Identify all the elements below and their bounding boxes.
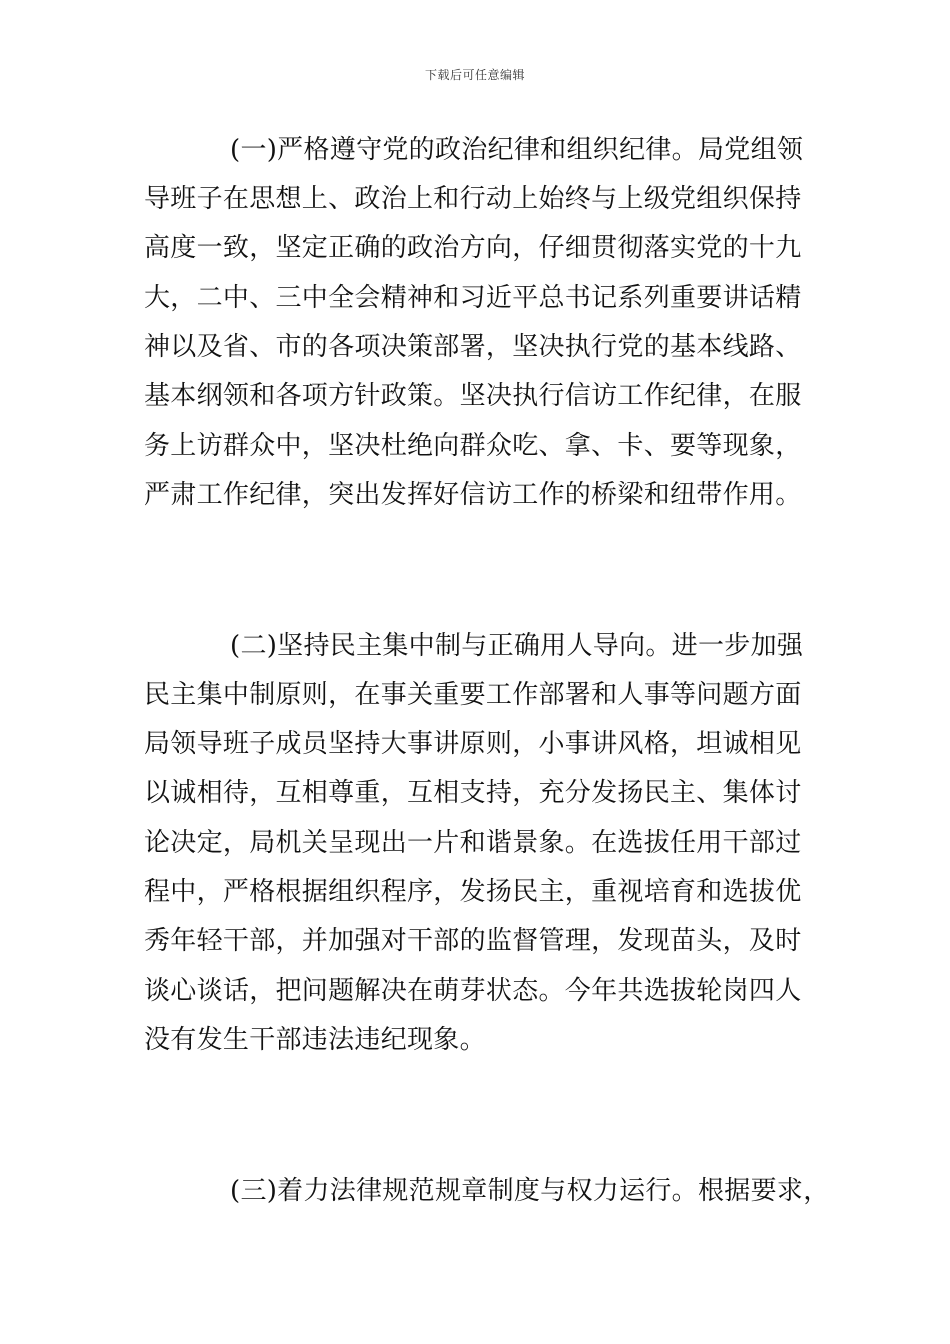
paragraph-2-line-5: 论决定，局机关呈现出一片和谐景象。在选拔任用干部过 (144, 828, 802, 858)
paragraph-2-line-6: 程中，严格根据组织程序，发扬民主，重视培育和选拔优 (144, 877, 802, 907)
paragraph-2-line-9: 没有发生干部违法违纪现象。 (144, 1025, 486, 1055)
paragraph-1-line-1: (一)严格遵守党的政治纪律和组织纪律。局党组领 (230, 135, 804, 165)
paragraph-2-line-2: 民主集中制原则，在事关重要工作部署和人事等问题方面 (144, 680, 802, 710)
paragraph-1-line-4: 大，二中、三中全会精神和习近平总书记系列重要讲话精 (144, 283, 802, 313)
paragraph-1-line-6: 基本纲领和各项方针政策。坚决执行信访工作纪律，在服 (144, 381, 802, 411)
page-header: 下载后可任意编辑 (424, 68, 525, 82)
paragraph-2-line-3: 局领导班子成员坚持大事讲原则，小事讲风格，坦诚相见 (144, 729, 802, 759)
paragraph-1-line-7: 务上访群众中，坚决杜绝向群众吃、拿、卡、要等现象， (144, 431, 802, 461)
paragraph-2-line-1: (二)坚持民主集中制与正确用人导向。进一步加强 (230, 631, 804, 661)
paragraph-1-line-2: 导班子在思想上、政治上和行动上始终与上级党组织保持 (144, 184, 802, 214)
paragraph-1-line-8: 严肃工作纪律，突出发挥好信访工作的桥梁和纽带作用。 (144, 480, 802, 510)
paragraph-2-line-4: 以诚相待，互相尊重，互相支持，充分发扬民主、集体讨 (144, 778, 802, 808)
paragraph-2-line-8: 谈心谈话，把问题解决在萌芽状态。今年共选拔轮岗四人 (144, 976, 802, 1006)
paragraph-1-line-5: 神以及省、市的各项决策部署，坚决执行党的基本线路、 (144, 332, 802, 362)
paragraph-2-line-7: 秀年轻干部，并加强对干部的监督管理，发现苗头，及时 (144, 926, 802, 956)
paragraph-3-line-1: (三)着力法律规范规章制度与权力运行。根据要求， (230, 1176, 830, 1206)
paragraph-1-line-3: 高度一致，坚定正确的政治方向，仔细贯彻落实党的十九 (144, 233, 802, 263)
